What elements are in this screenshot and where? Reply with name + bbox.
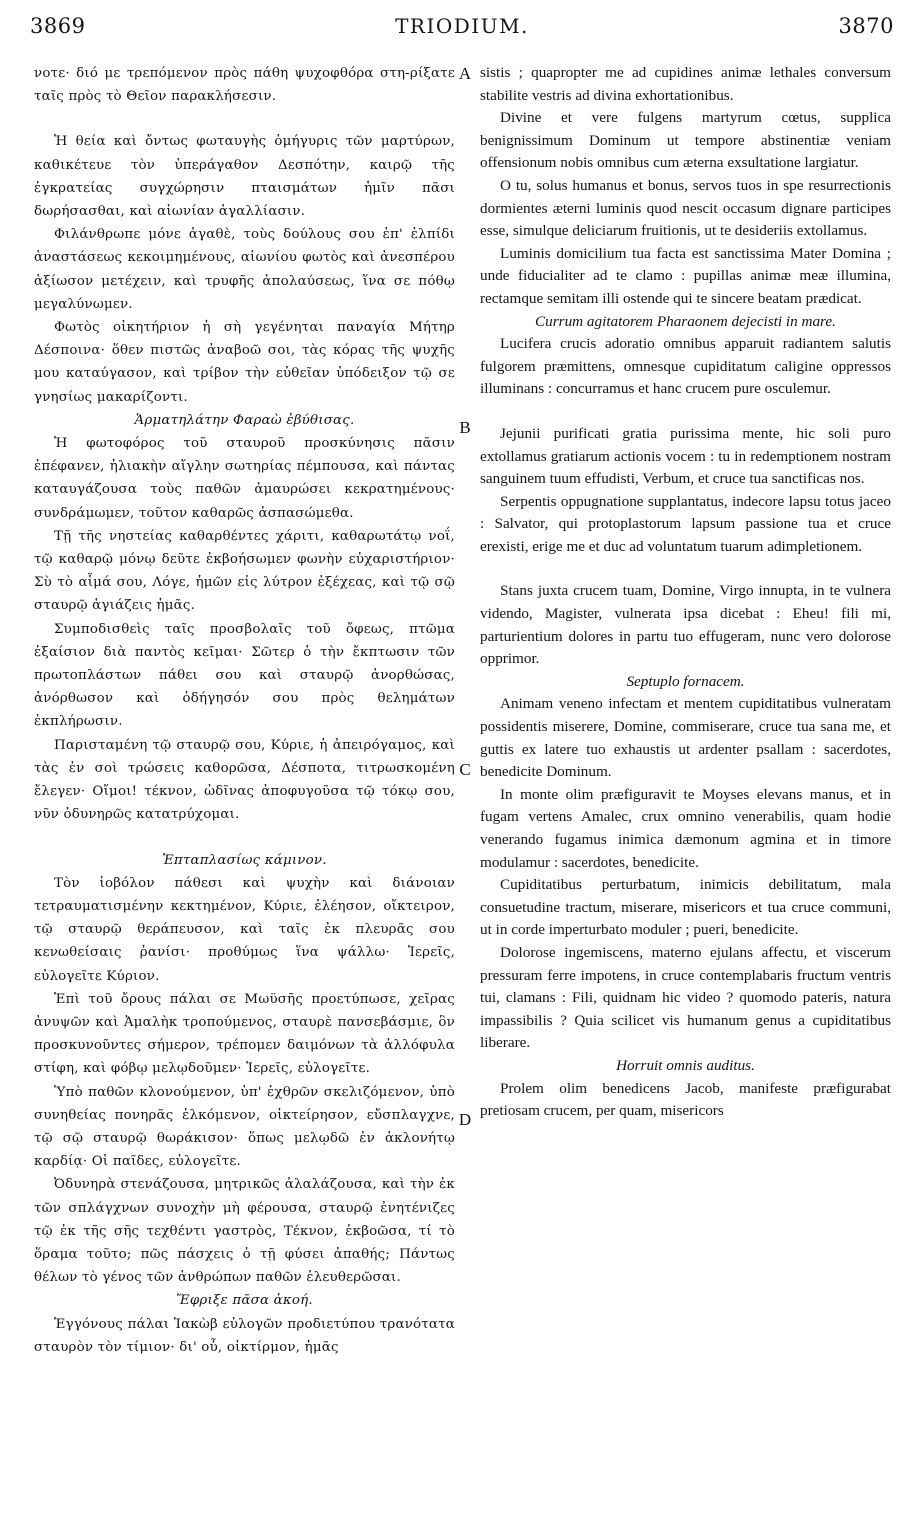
latin-paragraph: Cupiditatibus perturbatum, inimicis debilitatum, mala consuetudine tractum, miserare, misericors et tua cruce communi, ut in corde imperturbato moduler ; pueri, benedicite. xyxy=(480,876,891,939)
latin-paragraph: Serpentis oppugnatione supplantatus, indecore lapsu totus jaceo : Salvator, qui protoplastorum lapsum passione tua et cruce erexisti, erige me et duc ad voluntatum tuarum adimpletionem. xyxy=(480,492,891,555)
latin-column xyxy=(480,62,891,1526)
latin-hymn-heading: Septuplo fornacem. xyxy=(626,672,745,690)
greek-paragraph: Ἡ θεία καὶ ὄντως φωταυγὴς ὁμήγυρις τῶν μαρτύρων, καθικέτευε τὸν ὑπεράγαθον Δεσπότην, καιρῷ τῆς ἐγκρατείας συγχώρησιν πταισμάτων ἡμῖν πᾶσι δωρήσασθαι, καὶ αἰωνίαν ἀγαλλίασιν. xyxy=(34,134,455,220)
latin-paragraph: In monte olim præfiguravit te Moyses elevans manus, et in fugam vertens Amalec, crux omnino venerabilis, quam hodie venerando fugamus inimica dæmonum agmina et in timore modulamur : sacerdotes, benedicite. xyxy=(480,785,891,871)
greek-paragraph: Ἐπὶ τοῦ ὄρους πάλαι σε Μωϋσῆς προετύπωσε, χεῖρας ἀνυψῶν καὶ Ἀμαλὴκ τροπούμενος, σταυρὲ πανσεβάσμιε, ὃν προσκυνοῦντες σήμερον, τρέπομεν δαιμόνων τὰ ἀλλόφυλα στίφη, καὶ φόβῳ μελῳδοῦμεν· Ἱερεῖς, εὐλογεῖτε. xyxy=(34,991,455,1077)
greek-hymn-heading: Ἔφριξε πᾶσα ἀκοή. xyxy=(176,1293,313,1309)
latin-paragraph: O tu, solus humanus et bonus, servos tuos in spe resurrectionis dormientes æterni luminis quod nescit occasum dignare participes esse, simulque deliciarum fruitionis, ut te desideriis extollamus. xyxy=(480,176,891,240)
greek-paragraph: Φωτὸς οἰκητήριον ἡ σὴ γεγένηται παναγία Μήτηρ Δέσποινα· ὅθεν πιστῶς ἀναβοῶ σοι, τὰς κόρας τῆς ψυχῆς μου καταύγασον, καὶ τρίβον τὴν εὐθεῖαν ὑπόδειξον τῷ σε γνησίως μακαρίζοντι. xyxy=(34,320,455,405)
latin-paragraph: sistis ; quapropter me ad cupidines animæ lethales conversum stabilite vestris ad divina exhortationibus. xyxy=(480,64,891,104)
margin-marker-a: A xyxy=(458,64,472,83)
latin-hymn-heading: Currum agitatorem Pharaonem dejecisti in mare. xyxy=(535,312,836,330)
greek-paragraph: νοτε· διό με τρεπόμενον πρὸς πάθη ψυχοφθόρα στη-ρίξατε ταῖς πρὸς τὸ Θεῖον παρακλήσεσιν. xyxy=(34,66,455,105)
left-page-number: 3869 xyxy=(30,14,86,38)
latin-paragraph: Divine et vere fulgens martyrum cœtus, supplica benignissimum Dominum ut tempore abstinentiæ veniam offensionum nobis omnibus cum æterna exsultatione largiatur. xyxy=(480,109,891,172)
latin-paragraph: Stans juxta crucem tuam, Domine, Virgo innupta, in te vulnera videndo, Magister, vulnerata ipsa dicebat : Eheu! fili mi, parturientium dolores in partu tuo effugeram, nunc vero dolorose opprimor. xyxy=(480,582,891,668)
latin-paragraph: Lucifera crucis adoratio omnibus apparuit radiantem salutis fulgorem præmittens, omnesque cupiditatum caligine oppressos illuminans : concurramus et hanc crucem pure osculemur. xyxy=(480,335,891,398)
greek-paragraph: Ὑπὸ παθῶν κλονούμενον, ὑπ' ἐχθρῶν σκελιζόμενον, ὑπὸ συνηθείας πονηρᾶς ἑλκόμενον, οἰκτείρησον, εὔσπλαγχνε, τῷ σῷ σταυρῷ θωράκισον· ὅπως μελῳδῶ ἐν ἀκλονήτῳ καρδίᾳ· Οἱ παῖδες, εὐλογεῖτε. xyxy=(34,1084,455,1170)
greek-paragraph: Ἡ φωτοφόρος τοῦ σταυροῦ προσκύνησις πᾶσιν ἐπέφανεν, ἡλιακὴν αἴγλην σωτηρίας πέμπουσα, καὶ πάντας καταυγάζουσα τοὺς παθῶν ἀμαυρώσει κεκρατημένους· συνδράμωμεν, τοῦτον καθαρῶς ἀσπασώμεθα. xyxy=(34,436,455,521)
greek-paragraph: Φιλάνθρωπε μόνε ἀγαθὲ, τοὺς δούλους σου ἐπ' ἐλπίδι ἀναστάσεως κεκοιμημένους, αἰωνίου φωτὸς καὶ ἀνεσπέρου ἀξίωσον μετέχειν, καὶ τρυφῆς ἀπολαύσεως, ἵνα σε πόθῳ μεγαλύνωμεν. xyxy=(34,227,455,312)
greek-column xyxy=(34,62,455,1526)
margin-marker-c: C xyxy=(459,760,471,779)
latin-hymn-heading: Horruit omnis auditus. xyxy=(616,1056,755,1074)
greek-hymn-heading: Ἁρματηλάτην Φαραὼ ἐβύθισας. xyxy=(134,412,355,428)
latin-paragraph: Dolorose ingemiscens, materno ejulans affectu, et viscerum pressuram ferre impotens, in cruce contemplabaris fructum ventris tui, clamans : Fili, quidnam hic video ? quomodo pateris, natura impassibilis ? Quia scilicet vis humanum genus a cupiditatibus liberare. xyxy=(480,943,891,1052)
page-header xyxy=(30,14,894,48)
running-title: TRIODIUM. xyxy=(395,14,529,38)
greek-paragraph: Ὀδυνηρὰ στενάζουσα, μητρικῶς ἀλαλάζουσα, καὶ τὴν ἐκ τῶν σπλάγχνων συνοχὴν μὴ φέρουσα, σταυρῷ ἐνητένιζες τῷ ἐκ τῆς σῆς τεχθέντι γαστρὸς, Τέκνον, ἐκβοῶσα, τί τὸ ὅραμα τοῦτο; πῶς πάσχεις ὁ τῇ φύσει ἀπαθής; Πάντως θέλων τὸ γένος τῶν ἀνθρώπων παθῶν ἐλευθερῶσαι. xyxy=(34,1177,455,1286)
margin-marker-b: B xyxy=(459,418,471,437)
greek-paragraph: Συμποδισθεὶς ταῖς προσβολαῖς τοῦ ὄφεως, πτῶμα ἐξαίσιον διὰ παντὸς κεῖμαι· Σῶτερ ὁ τὴν ἔκπτωσιν τῶν πρωτοπλάστων πάθει σου καὶ σταυρῷ ἀνορθώσας, ἀνόρθωσον καὶ ὁδήγησόν σου πρὸς θελημάτων ἐκπλήρωσιν. xyxy=(34,621,455,730)
greek-paragraph: Τῇ τῆς νηστείας καθαρθέντες χάριτι, καθαρωτάτῳ νοΐ, τῷ καθαρῷ μόνῳ δεῦτε ἐκβοήσωμεν φωνὴν εὐχαριστήριον· Σὺ τὸ αἷμά σου, Λόγε, ἡμῶν εἰς λύτρον ἐξέχεας, καὶ τῷ σῷ σταυρῷ ἁγιάζεις ἡμᾶς. xyxy=(34,528,455,614)
latin-paragraph: Luminis domicilium tua facta est sanctissima Mater Domina ; unde fiducialiter ad te clamo : pupillas animæ meæ illumina, rectamque semitam illi ostende qui te sincere beatam prædicat. xyxy=(480,244,891,307)
greek-paragraph: Τὸν ἰοβόλον πάθεσι καὶ ψυχὴν καὶ διάνοιαν τετραυματισμένην κεκτημένον, Κύριε, ἐλέησον, οἴκτειρον, τῷ σταυρῷ θεράπευσον, καὶ ταῖς ἐκ πλευρᾶς σου κενωθείσαις ῥανίσι· προθύμως ἵνα ψάλλω· Ἱερεῖς, εὐλογεῖτε Κύριον. xyxy=(34,875,455,984)
right-page-number: 3870 xyxy=(838,14,894,38)
margin-marker-d: D xyxy=(458,1110,472,1129)
greek-paragraph: Ἐγγόνους πάλαι Ἰακὼβ εὐλογῶν προδιετύπου τρανότατα σταυρὸν τὸν τίμιον· δι' οὗ, οἰκτίρμον, ἡμᾶς xyxy=(34,1316,455,1355)
greek-hymn-heading: Ἐπταπλασίως κάμινον. xyxy=(162,852,327,868)
greek-paragraph: Παρισταμένη τῷ σταυρῷ σου, Κύριε, ἡ ἀπειρόγαμος, καὶ τὰς ἐν σοὶ τρώσεις καθορῶσα, Δέσποτα, τιτρωσκομένη ἔλεγεν· Οἴμοι! τέκνον, ὠδῖνας ἀποφυγοῦσα τῷ τόκῳ σου, νῦν ὀδυνηρῶς κατατρύχομαι. xyxy=(34,737,455,823)
latin-paragraph: Jejunii purificati gratia purissima mente, hic soli puro extollamus gratiarum actionis vocem : tu in redemptionem nostram sanguinem tuum effudisti, Verbum, et cruce tua sanctificas nos. xyxy=(480,424,891,488)
latin-paragraph: Prolem olim benedicens Jacob, manifeste præfigurabat pretiosam crucem, per quam, misericors xyxy=(480,1079,891,1120)
latin-paragraph: Animam veneno infectam et mentem cupiditatibus vulneratam possidentis miserere, Domine, commiserare, cruce tua sana me, et guttis ex latere tuo exhaustis ut ardenter psallam : sacerdotes, benedicite Dominum. xyxy=(480,695,891,781)
